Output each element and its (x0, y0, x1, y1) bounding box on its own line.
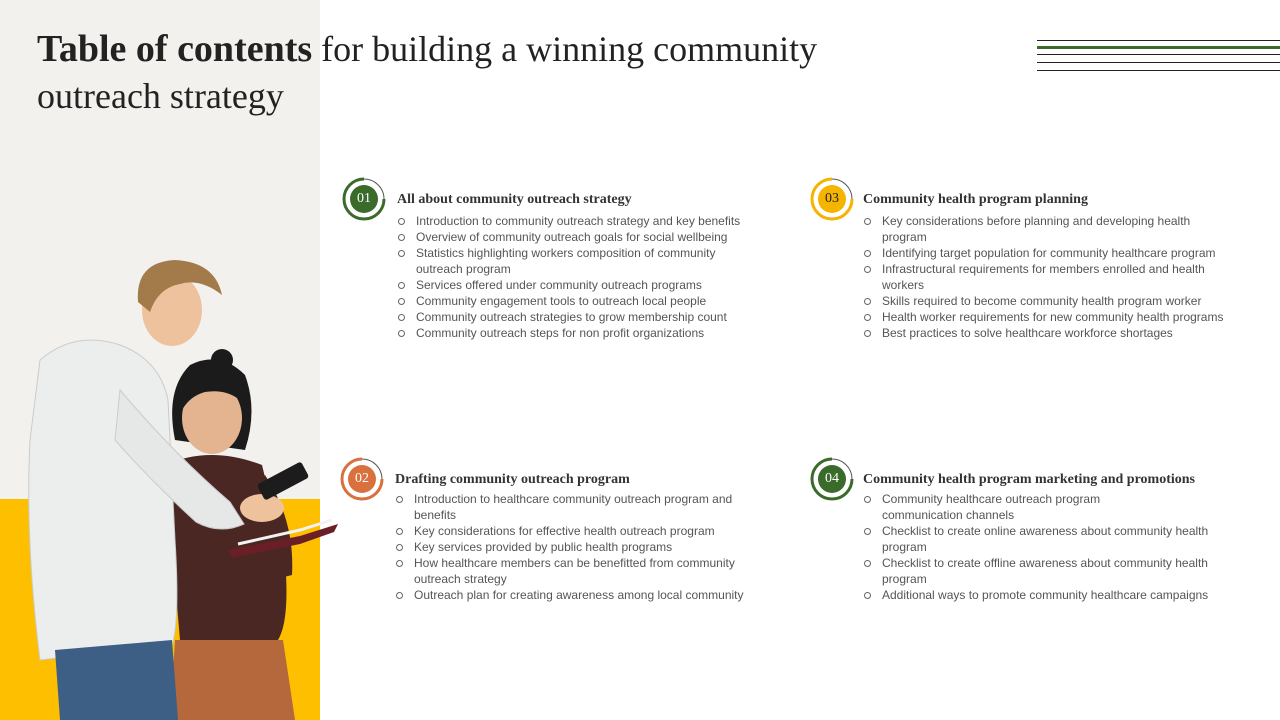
title-rest: for building a winning community outreach strategy (37, 29, 818, 116)
section-01-badge (342, 177, 386, 221)
section-title: Drafting community outreach program (395, 472, 630, 487)
section-title: Community health program marketing and promotions (863, 472, 1196, 487)
title-bold: Table of contents (37, 28, 313, 70)
list-item: Statistics highlighting workers composition of community outreach program (397, 245, 761, 277)
section-items (863, 213, 1273, 341)
people-illustration (0, 240, 340, 720)
list-item: Community engagement tools to outreach local people (397, 293, 782, 309)
list-item: Health worker requirements for new community health programs (863, 309, 1273, 325)
list-item: Key services provided by public health programs (395, 539, 790, 555)
list-item: Checklist to create online awareness about community health program (863, 523, 1227, 555)
list-item: How healthcare members can be benefitted from community outreach strategy (395, 555, 779, 587)
decorative-lines (1037, 40, 1280, 74)
list-item: Checklist to create offline awareness about community health program (863, 555, 1227, 587)
list-item: Identifying target population for community healthcare program (863, 245, 1273, 261)
list-item: Services offered under community outreach programs (397, 277, 782, 293)
page-title (37, 26, 917, 120)
list-item: Community outreach steps for non profit organizations (397, 325, 782, 341)
list-item: Community outreach strategies to grow membership count (397, 309, 782, 325)
section-03-badge (810, 177, 854, 221)
section-items (395, 491, 790, 603)
section-number: 02 (348, 465, 376, 493)
list-item: Additional ways to promote community healthcare campaigns (863, 587, 1273, 603)
list-item: Introduction to community outreach strategy and key benefits (397, 213, 782, 229)
section-04-badge (810, 457, 854, 501)
list-item: Key considerations before planning and developing health program (863, 213, 1212, 245)
list-item: Outreach plan for creating awareness among local community (395, 587, 790, 603)
section-items (397, 213, 782, 341)
list-item: Community healthcare outreach program communication channels (863, 491, 1182, 523)
section-02-badge (340, 457, 384, 501)
section-items (863, 491, 1273, 603)
section-number: 04 (818, 465, 846, 493)
list-item: Introduction to healthcare community outreach program and benefits (395, 491, 749, 523)
section-number: 01 (350, 185, 378, 213)
list-item: Overview of community outreach goals for social wellbeing (397, 229, 782, 245)
list-item: Best practices to solve healthcare workforce shortages (863, 325, 1273, 341)
section-number: 03 (818, 185, 846, 213)
list-item: Skills required to become community health program worker (863, 293, 1273, 309)
list-item: Key considerations for effective health outreach program (395, 523, 790, 539)
section-title: All about community outreach strategy (397, 192, 632, 207)
list-item: Infrastructural requirements for members enrolled and health workers (863, 261, 1222, 293)
section-title: Community health program planning (863, 192, 1088, 207)
